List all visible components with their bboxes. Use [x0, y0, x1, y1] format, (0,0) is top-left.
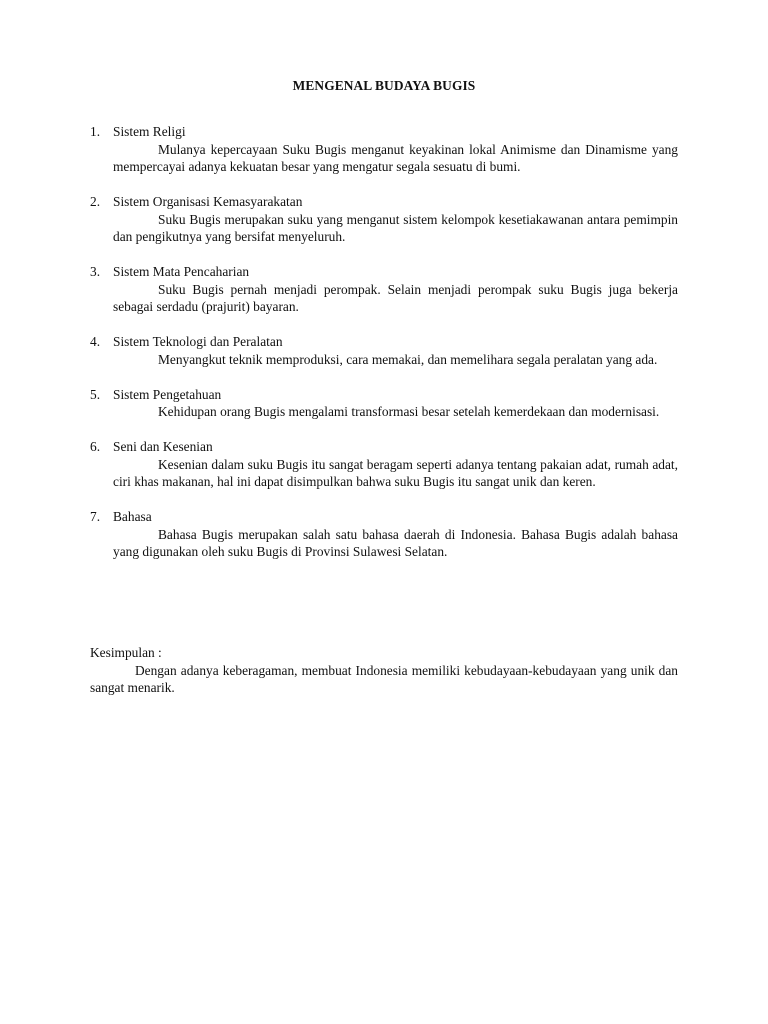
- document-title: MENGENAL BUDAYA BUGIS: [292, 78, 476, 93]
- conclusion-block: [90, 644, 678, 697]
- section-heading-row: [90, 263, 678, 281]
- section-number: 2.: [90, 194, 101, 209]
- section-paragraph: Mulanya kepercayaan Suku Bugis menganut keyakinan lokal Animisme dan Dinamisme yang mempercayai adanya kekuatan besar yang mengatur segala sesuatu di bumi.: [113, 141, 678, 174]
- section-kesenian: [90, 438, 678, 491]
- section-heading-row: [90, 123, 678, 141]
- section-pengetahuan: [90, 386, 678, 421]
- section-list: [90, 123, 678, 578]
- section-heading: Bahasa: [113, 509, 152, 524]
- section-organisasi: [90, 193, 678, 246]
- section-teknologi: [90, 333, 678, 368]
- section-mata-pencaharian: [90, 263, 678, 316]
- section-paragraph: Kehidupan orang Bugis mengalami transformasi besar setelah kemerdekaan dan modernisasi.: [158, 404, 660, 419]
- section-number: 5.: [90, 386, 101, 402]
- section-heading: Seni dan Kesenian: [113, 439, 213, 454]
- section-number: 6.: [90, 439, 101, 454]
- section-paragraph: Suku Bugis merupakan suku yang menganut sistem kelompok kesetiakawanan antara pemimpin dan pengikutnya yang bersifat menyeluruh.: [113, 211, 678, 244]
- section-number: 1.: [90, 124, 101, 139]
- section-paragraph: Kesenian dalam suku Bugis itu sangat beragam seperti adanya tentang pakaian adat, rumah adat, ciri khas makanan, hal ini dapat disimpulkan bahwa suku Bugis itu sangat unik dan keren.: [113, 456, 678, 489]
- conclusion-paragraph: Dengan adanya keberagaman, membuat Indonesia memiliki kebudayaan-kebudayaan yang unik dan sangat menarik.: [90, 662, 678, 695]
- section-number: 3.: [90, 264, 101, 279]
- section-heading: Sistem Mata Pencaharian: [113, 264, 250, 279]
- section-paragraph: Menyangkut teknik memproduksi, cara memakai, dan memelihara segala peralatan yang ada.: [158, 351, 658, 367]
- section-heading-row: [90, 438, 678, 456]
- section-paragraph: Bahasa Bugis merupakan salah satu bahasa daerah di Indonesia. Bahasa Bugis adalah bahasa yang digunakan oleh suku Bugis di Provinsi Sulawesi Selatan.: [113, 526, 678, 559]
- section-number: 4.: [90, 334, 101, 349]
- section-heading-row: [90, 193, 678, 211]
- section-religi: [90, 123, 678, 176]
- section-paragraph: Suku Bugis pernah menjadi perompak. Selain menjadi perompak suku Bugis juga bekerja sebagai serdadu (prajurit) bayaran.: [113, 281, 678, 314]
- section-number: 7.: [90, 509, 101, 524]
- section-heading: Sistem Teknologi dan Peralatan: [113, 334, 283, 349]
- section-heading: Sistem Pengetahuan: [113, 386, 222, 402]
- section-heading-row: [90, 508, 678, 526]
- section-heading: Sistem Organisasi Kemasyarakatan: [113, 194, 303, 209]
- section-heading-row: [90, 386, 678, 404]
- section-heading-row: [90, 333, 678, 351]
- conclusion-label: Kesimpulan :: [90, 645, 162, 660]
- section-bahasa: [90, 508, 678, 561]
- section-heading: Sistem Religi: [113, 124, 186, 139]
